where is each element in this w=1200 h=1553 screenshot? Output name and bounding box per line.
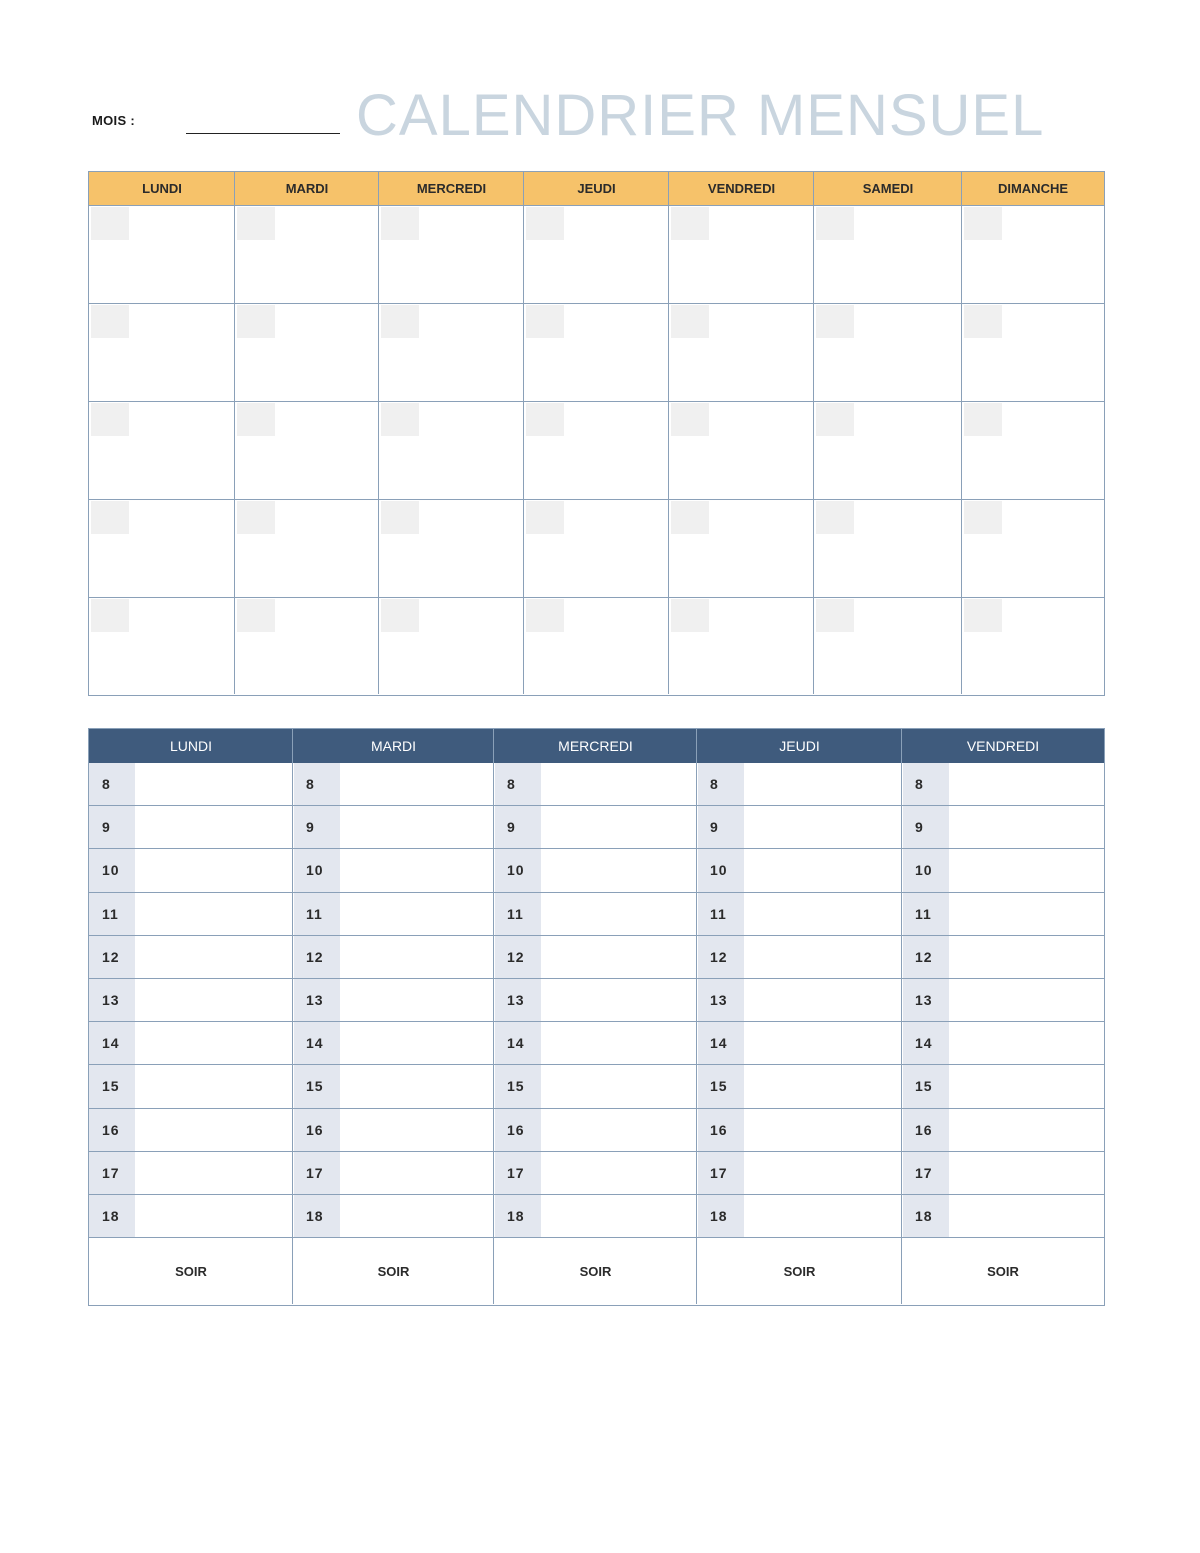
date-number-box[interactable] (381, 599, 419, 632)
time-slot[interactable] (541, 1066, 695, 1107)
evening-cell[interactable]: SOIR (579, 1264, 612, 1279)
calendar-day-cell[interactable] (815, 402, 961, 498)
time-slot[interactable] (744, 850, 900, 891)
hour-label: 13 (915, 992, 933, 1008)
date-number-box[interactable] (671, 305, 709, 338)
hour-label: 10 (507, 862, 525, 879)
hour-label: 8 (915, 776, 924, 792)
calendar-day-cell[interactable] (670, 500, 813, 596)
page-title: CALENDRIER MENSUEL (356, 83, 1045, 148)
calendar-day-cell[interactable] (525, 598, 668, 694)
date-number-box[interactable] (671, 501, 709, 534)
time-slot[interactable] (744, 937, 900, 978)
date-number-box[interactable] (964, 599, 1002, 632)
hour-label: 13 (507, 992, 525, 1008)
date-number-box[interactable] (816, 403, 854, 436)
date-number-box[interactable] (526, 599, 564, 632)
time-slot[interactable] (340, 850, 492, 891)
week-day-header-lundi: LUNDI (169, 738, 212, 754)
hour-label: 11 (306, 905, 323, 922)
calendar-day-cell[interactable] (380, 206, 523, 302)
week-column-divider (493, 729, 494, 1304)
calendar-day-cell[interactable] (670, 402, 813, 498)
hour-label: 16 (915, 1121, 933, 1138)
calendar-day-cell[interactable] (380, 598, 523, 694)
time-slot[interactable] (949, 1196, 1102, 1237)
time-slot[interactable] (340, 1110, 492, 1151)
hour-label: 14 (306, 1035, 324, 1052)
day-header-vendredi: VENDREDI (707, 181, 776, 196)
hour-label: 11 (915, 905, 932, 922)
hour-label: 16 (710, 1121, 728, 1138)
hour-label: 13 (102, 992, 120, 1008)
hour-label: 14 (102, 1035, 120, 1052)
calendar-day-cell[interactable] (670, 304, 813, 400)
time-slot[interactable] (949, 1023, 1102, 1064)
calendar-day-cell[interactable] (815, 304, 961, 400)
day-header-lundi: LUNDI (142, 181, 182, 196)
date-number-box[interactable] (816, 599, 854, 632)
calendar-day-cell[interactable] (815, 598, 961, 694)
time-slot[interactable] (136, 764, 291, 805)
day-header-samedi: SAMEDI (862, 181, 914, 196)
hour-row-divider (89, 1151, 1104, 1152)
date-number-box[interactable] (816, 207, 854, 240)
hour-label: 9 (915, 819, 924, 836)
hour-label: 10 (102, 862, 120, 879)
hour-label: 14 (710, 1035, 728, 1052)
hour-label: 9 (306, 819, 315, 836)
hour-label: 17 (710, 1164, 728, 1181)
calendar-day-cell[interactable] (380, 402, 523, 498)
grid-column-divider (813, 172, 814, 694)
week-day-header-jeudi: JEUDI (779, 738, 820, 754)
evening-cell[interactable]: SOIR (175, 1264, 207, 1279)
day-header-mercredi: MERCREDI (416, 181, 487, 196)
time-slot[interactable] (949, 1066, 1102, 1107)
monthly-calendar-grid (88, 171, 1105, 696)
date-number-box[interactable] (671, 207, 709, 240)
date-number-box[interactable] (964, 207, 1002, 240)
calendar-day-cell[interactable] (90, 206, 234, 302)
time-slot[interactable] (541, 980, 695, 1021)
month-label: MOIS : (92, 113, 135, 128)
time-slot[interactable] (136, 1153, 291, 1194)
calendar-day-cell[interactable] (380, 304, 523, 400)
time-slot[interactable] (136, 937, 291, 978)
month-input-line[interactable] (186, 133, 340, 134)
date-number-box[interactable] (671, 403, 709, 436)
time-slot[interactable] (744, 1153, 900, 1194)
date-number-box[interactable] (91, 207, 129, 240)
hour-label: 8 (710, 776, 719, 792)
day-header-dimanche: DIMANCHE (997, 181, 1069, 196)
time-slot[interactable] (136, 1066, 291, 1107)
hour-row-divider (89, 848, 1104, 849)
date-number-box[interactable] (964, 501, 1002, 534)
hour-label: 18 (306, 1208, 324, 1224)
evening-cell[interactable]: SOIR (987, 1264, 1019, 1279)
time-slot[interactable] (340, 764, 492, 805)
time-slot[interactable] (541, 1110, 695, 1151)
grid-column-divider (961, 172, 962, 694)
hour-label: 10 (915, 862, 933, 879)
calendar-day-cell[interactable] (670, 598, 813, 694)
calendar-day-cell[interactable] (90, 500, 234, 596)
date-number-box[interactable] (91, 305, 129, 338)
calendar-day-cell[interactable] (670, 206, 813, 302)
date-number-box[interactable] (816, 501, 854, 534)
time-slot[interactable] (949, 850, 1102, 891)
weekly-schedule-header (89, 729, 1104, 763)
date-number-box[interactable] (237, 403, 275, 436)
date-number-box[interactable] (91, 599, 129, 632)
date-number-box[interactable] (237, 207, 275, 240)
hour-label: 15 (915, 1078, 933, 1095)
calendar-day-cell[interactable] (963, 402, 1103, 498)
hour-label: 12 (306, 948, 324, 965)
hour-label: 11 (102, 905, 119, 922)
calendar-day-cell[interactable] (90, 598, 234, 694)
hour-label: 13 (306, 992, 324, 1008)
hour-label: 15 (507, 1078, 525, 1095)
calendar-day-cell[interactable] (963, 598, 1103, 694)
hour-label: 14 (507, 1035, 525, 1052)
hour-label: 17 (102, 1164, 120, 1181)
time-slot[interactable] (340, 1196, 492, 1237)
hour-label: 18 (710, 1208, 728, 1224)
time-slot[interactable] (744, 980, 900, 1021)
date-number-box[interactable] (526, 403, 564, 436)
time-slot[interactable] (744, 807, 900, 848)
hour-label: 13 (710, 992, 728, 1008)
hour-label: 10 (306, 862, 324, 879)
hour-label: 9 (102, 819, 111, 836)
time-slot[interactable] (949, 764, 1102, 805)
hour-label: 18 (915, 1208, 933, 1224)
date-number-box[interactable] (381, 403, 419, 436)
week-day-header-vendredi: VENDREDI (966, 738, 1040, 754)
date-number-box[interactable] (526, 501, 564, 534)
hour-label: 17 (306, 1164, 324, 1181)
date-number-box[interactable] (381, 501, 419, 534)
week-column-divider (901, 729, 902, 1304)
date-number-box[interactable] (91, 501, 129, 534)
calendar-day-cell[interactable] (963, 500, 1103, 596)
hour-row-divider (89, 978, 1104, 979)
time-slot[interactable] (541, 764, 695, 805)
hour-label: 15 (102, 1078, 120, 1095)
hour-label: 8 (306, 776, 315, 792)
hour-label: 18 (102, 1208, 120, 1224)
monthly-calendar-header (89, 172, 1104, 206)
date-number-box[interactable] (964, 403, 1002, 436)
time-slot[interactable] (136, 1196, 291, 1237)
time-slot[interactable] (949, 937, 1102, 978)
time-slot[interactable] (136, 894, 291, 935)
time-slot[interactable] (340, 894, 492, 935)
hour-label: 12 (915, 948, 933, 965)
date-number-box[interactable] (671, 599, 709, 632)
hour-label: 15 (306, 1078, 324, 1095)
hour-label: 12 (507, 948, 525, 965)
calendar-day-cell[interactable] (815, 500, 961, 596)
time-slot[interactable] (340, 1153, 492, 1194)
hour-row-divider (89, 805, 1104, 806)
calendar-day-cell[interactable] (815, 206, 961, 302)
calendar-day-cell[interactable] (963, 206, 1103, 302)
hour-label: 18 (507, 1208, 525, 1224)
hour-label: 10 (710, 862, 728, 879)
date-number-box[interactable] (816, 305, 854, 338)
hour-label: 15 (710, 1078, 728, 1095)
calendar-day-cell[interactable] (525, 402, 668, 498)
calendar-day-cell[interactable] (236, 206, 378, 302)
time-slot[interactable] (744, 1196, 900, 1237)
hour-row-divider (89, 1237, 1104, 1238)
calendar-day-cell[interactable] (90, 304, 234, 400)
week-column-divider (292, 729, 293, 1304)
hour-label: 16 (102, 1121, 120, 1138)
hour-label: 17 (507, 1164, 525, 1181)
day-header-jeudi: JEUDI (577, 181, 616, 196)
time-slot[interactable] (541, 1153, 695, 1194)
hour-label: 14 (915, 1035, 933, 1052)
date-number-box[interactable] (237, 599, 275, 632)
date-number-box[interactable] (381, 207, 419, 240)
calendar-day-cell[interactable] (525, 206, 668, 302)
time-slot[interactable] (744, 894, 900, 935)
time-slot[interactable] (340, 807, 492, 848)
time-slot[interactable] (949, 1110, 1102, 1151)
grid-column-divider (378, 172, 379, 694)
time-slot[interactable] (136, 1023, 291, 1064)
page-header (0, 0, 1200, 170)
time-slot[interactable] (541, 1196, 695, 1237)
date-number-box[interactable] (964, 305, 1002, 338)
week-day-header-mercredi: MERCREDI (558, 738, 633, 754)
hour-row-divider (89, 935, 1104, 936)
time-slot[interactable] (541, 850, 695, 891)
day-header-mardi: MARDI (285, 181, 329, 196)
time-slot[interactable] (949, 1153, 1102, 1194)
evening-cell[interactable]: SOIR (377, 1264, 410, 1279)
time-slot[interactable] (136, 1110, 291, 1151)
time-slot[interactable] (744, 1110, 900, 1151)
time-slot[interactable] (136, 807, 291, 848)
hour-row-divider (89, 1021, 1104, 1022)
hour-label: 16 (507, 1121, 525, 1138)
date-number-box[interactable] (526, 305, 564, 338)
calendar-day-cell[interactable] (90, 402, 234, 498)
date-number-box[interactable] (237, 501, 275, 534)
date-number-box[interactable] (526, 207, 564, 240)
grid-column-divider (668, 172, 669, 694)
hour-label: 8 (507, 776, 516, 792)
hour-row-divider (89, 1064, 1104, 1065)
hour-label: 12 (710, 948, 728, 965)
hour-row-divider (89, 1194, 1104, 1195)
calendar-day-cell[interactable] (236, 598, 378, 694)
calendar-day-cell[interactable] (525, 500, 668, 596)
hour-label: 17 (915, 1164, 933, 1181)
time-slot[interactable] (744, 1066, 900, 1107)
hour-label: 12 (102, 948, 120, 965)
hour-row-divider (89, 892, 1104, 893)
time-slot[interactable] (136, 980, 291, 1021)
time-slot[interactable] (340, 937, 492, 978)
date-number-box[interactable] (237, 305, 275, 338)
time-slot[interactable] (744, 1023, 900, 1064)
time-slot[interactable] (744, 764, 900, 805)
grid-column-divider (234, 172, 235, 694)
week-column-divider (696, 729, 697, 1304)
weekly-schedule (88, 728, 1105, 1306)
time-slot[interactable] (541, 937, 695, 978)
calendar-day-cell[interactable] (236, 402, 378, 498)
hour-row-divider (89, 1108, 1104, 1109)
grid-column-divider (523, 172, 524, 694)
date-number-box[interactable] (91, 403, 129, 436)
time-slot[interactable] (340, 1066, 492, 1107)
hour-label: 11 (507, 905, 524, 922)
time-slot[interactable] (340, 980, 492, 1021)
hour-label: 9 (507, 819, 516, 836)
time-slot[interactable] (541, 894, 695, 935)
calendar-day-cell[interactable] (236, 500, 378, 596)
calendar-day-cell[interactable] (236, 304, 378, 400)
week-day-header-mardi: MARDI (370, 738, 417, 754)
evening-cell[interactable]: SOIR (783, 1264, 816, 1279)
hour-label: 8 (102, 776, 111, 792)
time-slot[interactable] (541, 807, 695, 848)
time-slot[interactable] (949, 980, 1102, 1021)
calendar-day-cell[interactable] (380, 500, 523, 596)
time-slot[interactable] (136, 850, 291, 891)
time-slot[interactable] (949, 807, 1102, 848)
hour-label: 11 (710, 905, 727, 922)
time-slot[interactable] (340, 1023, 492, 1064)
calendar-day-cell[interactable] (525, 304, 668, 400)
hour-label: 9 (710, 819, 719, 836)
hour-label: 16 (306, 1121, 324, 1138)
date-number-box[interactable] (381, 305, 419, 338)
time-slot[interactable] (949, 894, 1102, 935)
calendar-day-cell[interactable] (963, 304, 1103, 400)
time-slot[interactable] (541, 1023, 695, 1064)
